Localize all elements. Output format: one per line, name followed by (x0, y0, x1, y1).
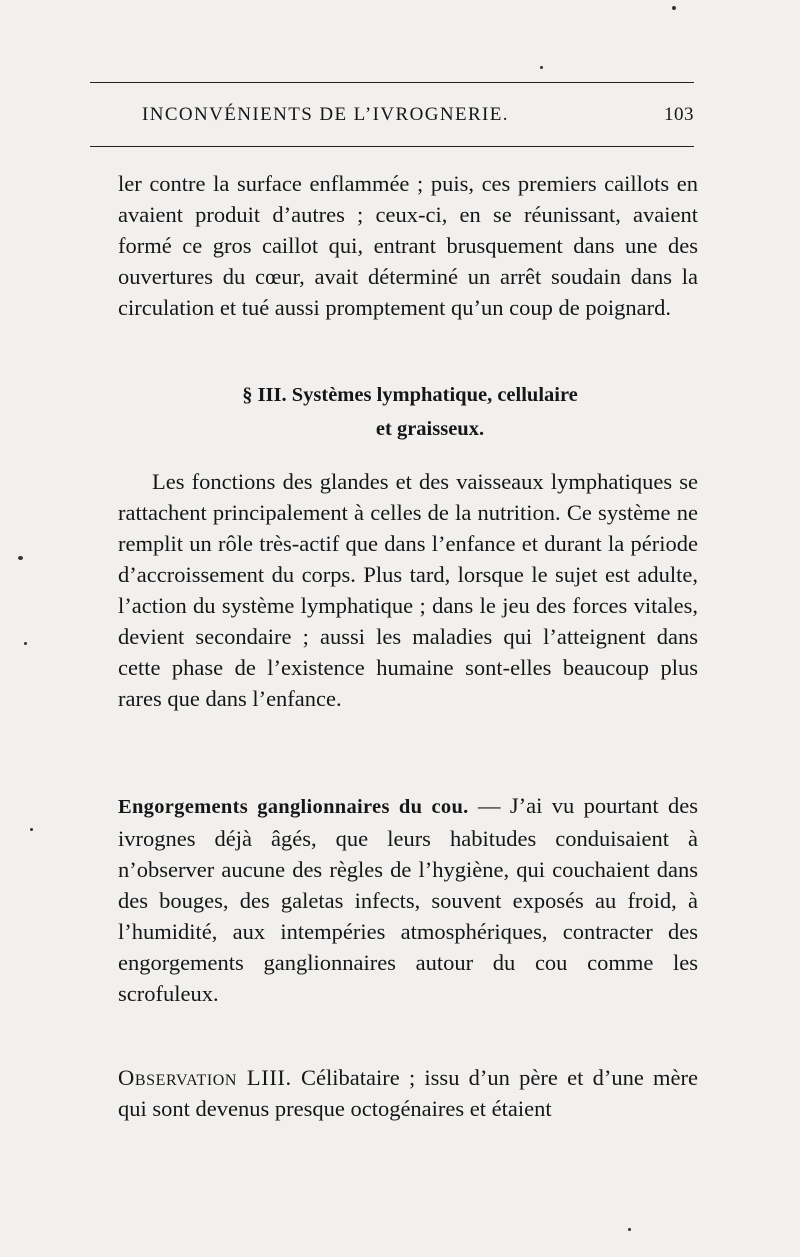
paper-speck (672, 6, 676, 10)
header-rule-bottom (90, 146, 694, 147)
paragraph-4 (118, 1062, 698, 1124)
section-heading-line-1: § III. Systèmes lymphatique, cellulaire (242, 384, 578, 406)
paper-speck (18, 556, 23, 560)
paragraph-lymphatic (118, 466, 698, 714)
observation-label: Observation LIII. (118, 1065, 292, 1090)
paragraph-observation (118, 1062, 698, 1124)
running-head (90, 100, 694, 132)
header-rule-top (90, 82, 694, 83)
paragraph-1-text: ler contre la surface enflammée ; puis, ces premiers caillots en avaient produit d’autres ; ceux-ci, en se réunissant, avaient formé ce gros caillot qui, entrant brusquement dans une des ouvertures du cœur, avait déterminé un arrêt soudain dans la circulation et tué aussi promptement qu’un coup de poignard. (118, 171, 698, 320)
paragraph-4-text: Célibataire ; issu d’un père et d’une mère qui sont devenus presque octogénaires et étaient (118, 1065, 699, 1121)
page-number: 103 (664, 104, 694, 125)
paper-speck (24, 642, 27, 645)
section-heading-line-2: et graisseux. (375, 418, 485, 440)
paragraph-continuation (118, 168, 698, 323)
paragraph-engorgements (118, 790, 698, 1009)
section-heading (150, 378, 670, 446)
paper-speck (628, 1228, 631, 1231)
paragraph-3-text: — J’ai vu pourtant des ivrognes déjà âgés, que leurs habitudes conduisaient à n’observer aucune des règles de l’hygiène, qui couchaient dans des bouges, des galetas infects, souvent exposés au froid, à l’humidité, aux intempéries atmosphériques, contracter des engorgements ganglionnaires autour du cou comme les scrofuleux. (118, 793, 698, 1006)
paragraph-3-runin-heading: Engorgements ganglionnaires du cou. (118, 796, 469, 818)
paragraph-2-text: Les fonctions des glandes et des vaisseaux lymphatiques se rattachent principalement à celles de la nutrition. Ce système ne remplit un rôle très-actif que dans l’enfance et durant la période d’accroissement du corps. Plus tard, lorsque le sujet est adulte, l’action du système lymphatique ; dans le jeu des forces vitales, devient secondaire ; aussi les maladies qui l’atteignent dans cette phase de l’existence humaine sont-elles beaucoup plus rares que dans l’enfance. (118, 469, 698, 711)
paper-speck (540, 66, 543, 69)
running-head-title: INCONVÉNIENTS DE L’IVROGNERIE. (142, 104, 509, 125)
paragraph-3 (118, 790, 698, 1009)
paper-speck (30, 828, 33, 831)
